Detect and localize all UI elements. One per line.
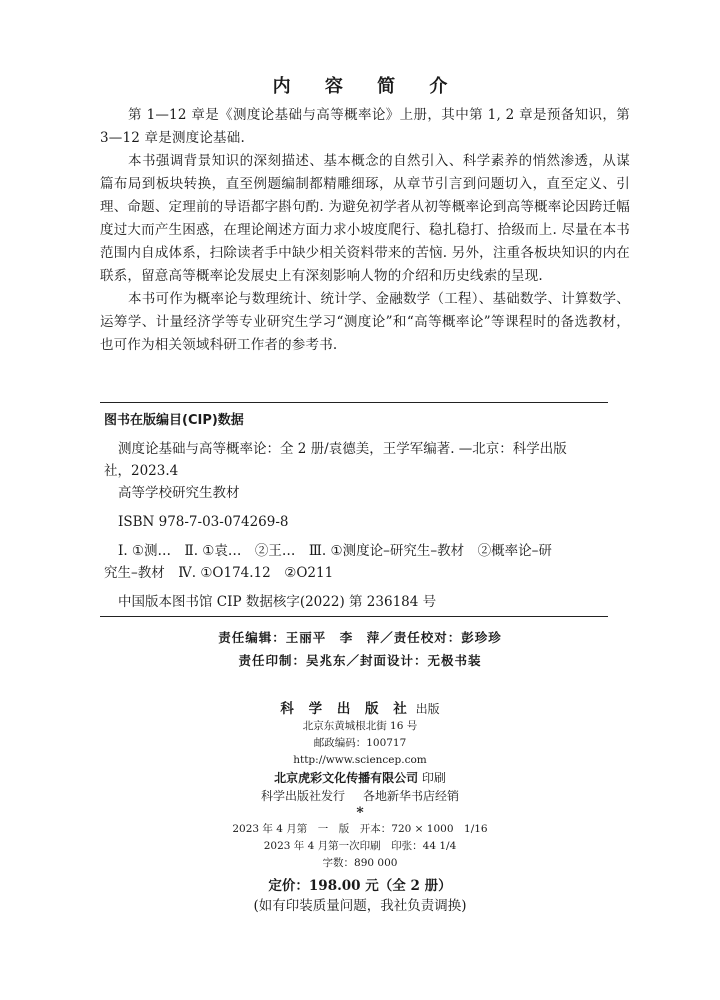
publisher-block (0, 700, 720, 916)
distribution-line (0, 787, 720, 805)
publisher-name-suffix: 出版 (415, 702, 440, 716)
separator-star: * (356, 805, 364, 821)
cip-book-line-1: 测度论基础与高等概率论：全 2 册/袁德美，王学军编著. —北京：科学出版 (118, 441, 567, 457)
cip-subject-line-2: 究生–教材 Ⅳ. ①O174.12 ②O211 (104, 565, 334, 581)
cip-book-line-2: 社，2023.4 (104, 463, 179, 479)
intro-paragraph-3: 本书可作为概率论与数理统计、统计学、金融数学（工程）、基础数学、计算数学、运筹学、计量经济学等专业研究生学习“测度论”和“高等概率论”等课程时的备选教材，也可作为相关领域科研工作者的参考书. (100, 291, 630, 353)
intro-title: 内 容 简 介 (272, 76, 462, 97)
publisher-name-line (0, 700, 720, 718)
quality-notice: (如有印装质量问题，我社负责调换) (253, 898, 467, 914)
publisher-name: 科 学 出 版 社 (280, 701, 412, 717)
printer-name: 北京虎彩文化传播有限公司 (274, 771, 419, 785)
cip-top-divider (100, 402, 608, 403)
word-count: 字数：890 000 (322, 857, 398, 869)
publisher-postcode: 邮政编码：100717 (313, 737, 407, 749)
intro-paragraph-1: 第 1—12 章是《测度论基础与高等概率论》上册，其中第 1, 2 章是预备知识，第 3—12 章是测度论基础. (100, 107, 630, 146)
credits-production: 责任印制：吴兆东／封面设计：无极书装 (238, 653, 482, 668)
edition-info: 2023 年 4 月第 一 版 开本：720 × 1000 1/16 (232, 823, 488, 835)
price: 定价：198.00 元（全 2 册） (268, 878, 452, 894)
cip-subject-line-1: Ⅰ. ①测… Ⅱ. ①袁… ②王… Ⅲ. ①测度论–研究生–教材 ②概率论–研 (118, 543, 552, 559)
printer-suffix: 印刷 (421, 771, 446, 785)
cip-bottom-divider (100, 616, 608, 617)
cip-block (104, 409, 604, 613)
credits-block (0, 626, 720, 672)
seller: 各地新华书店经销 (363, 789, 460, 803)
credits-editors: 责任编辑：王丽平 李 萍／责任校对：彭珍珍 (218, 630, 502, 645)
printer-line (0, 769, 720, 787)
publisher-website: http://www.sciencep.com (293, 754, 427, 766)
cip-series: 高等学校研究生教材 (118, 485, 240, 501)
distributor: 科学出版社发行 (260, 789, 345, 803)
cip-verification: 中国版本图书馆 CIP 数据核字(2022) 第 236184 号 (118, 594, 437, 610)
cip-isbn: ISBN 978-7-03-074269-8 (118, 514, 289, 530)
intro-paragraph-2: 本书强调背景知识的深刻描述、基本概念的自然引入、科学素养的悄然渗透，从谋篇布局到板块转换，直至例题编制都精雕细琢，从章节引言到问题切入，直至定义、引理、命题、定理前的导语都字斟句酌. 为避免初学者从初等概率论到高等概率论因跨迁幅度过大而产生困惑，在理论阐述方面力求小坡度爬行、稳扎稳打、拾级而上. 尽量在本书范围内自成体系，扫除读者手中缺少相关资料带来的苦恼. 另外，注重各板块知识的内在联系，留意高等概率论发展史上有深刻影响人物的介绍和历史线索的呈现. (100, 153, 630, 284)
intro-section (100, 104, 630, 357)
publisher-address: 北京东黄城根北街 16 号 (302, 720, 418, 732)
cip-heading: 图书在版编目(CIP)数据 (104, 413, 244, 428)
printing-info: 2023 年 4 月第一次印刷 印张：44 1/4 (263, 840, 457, 852)
